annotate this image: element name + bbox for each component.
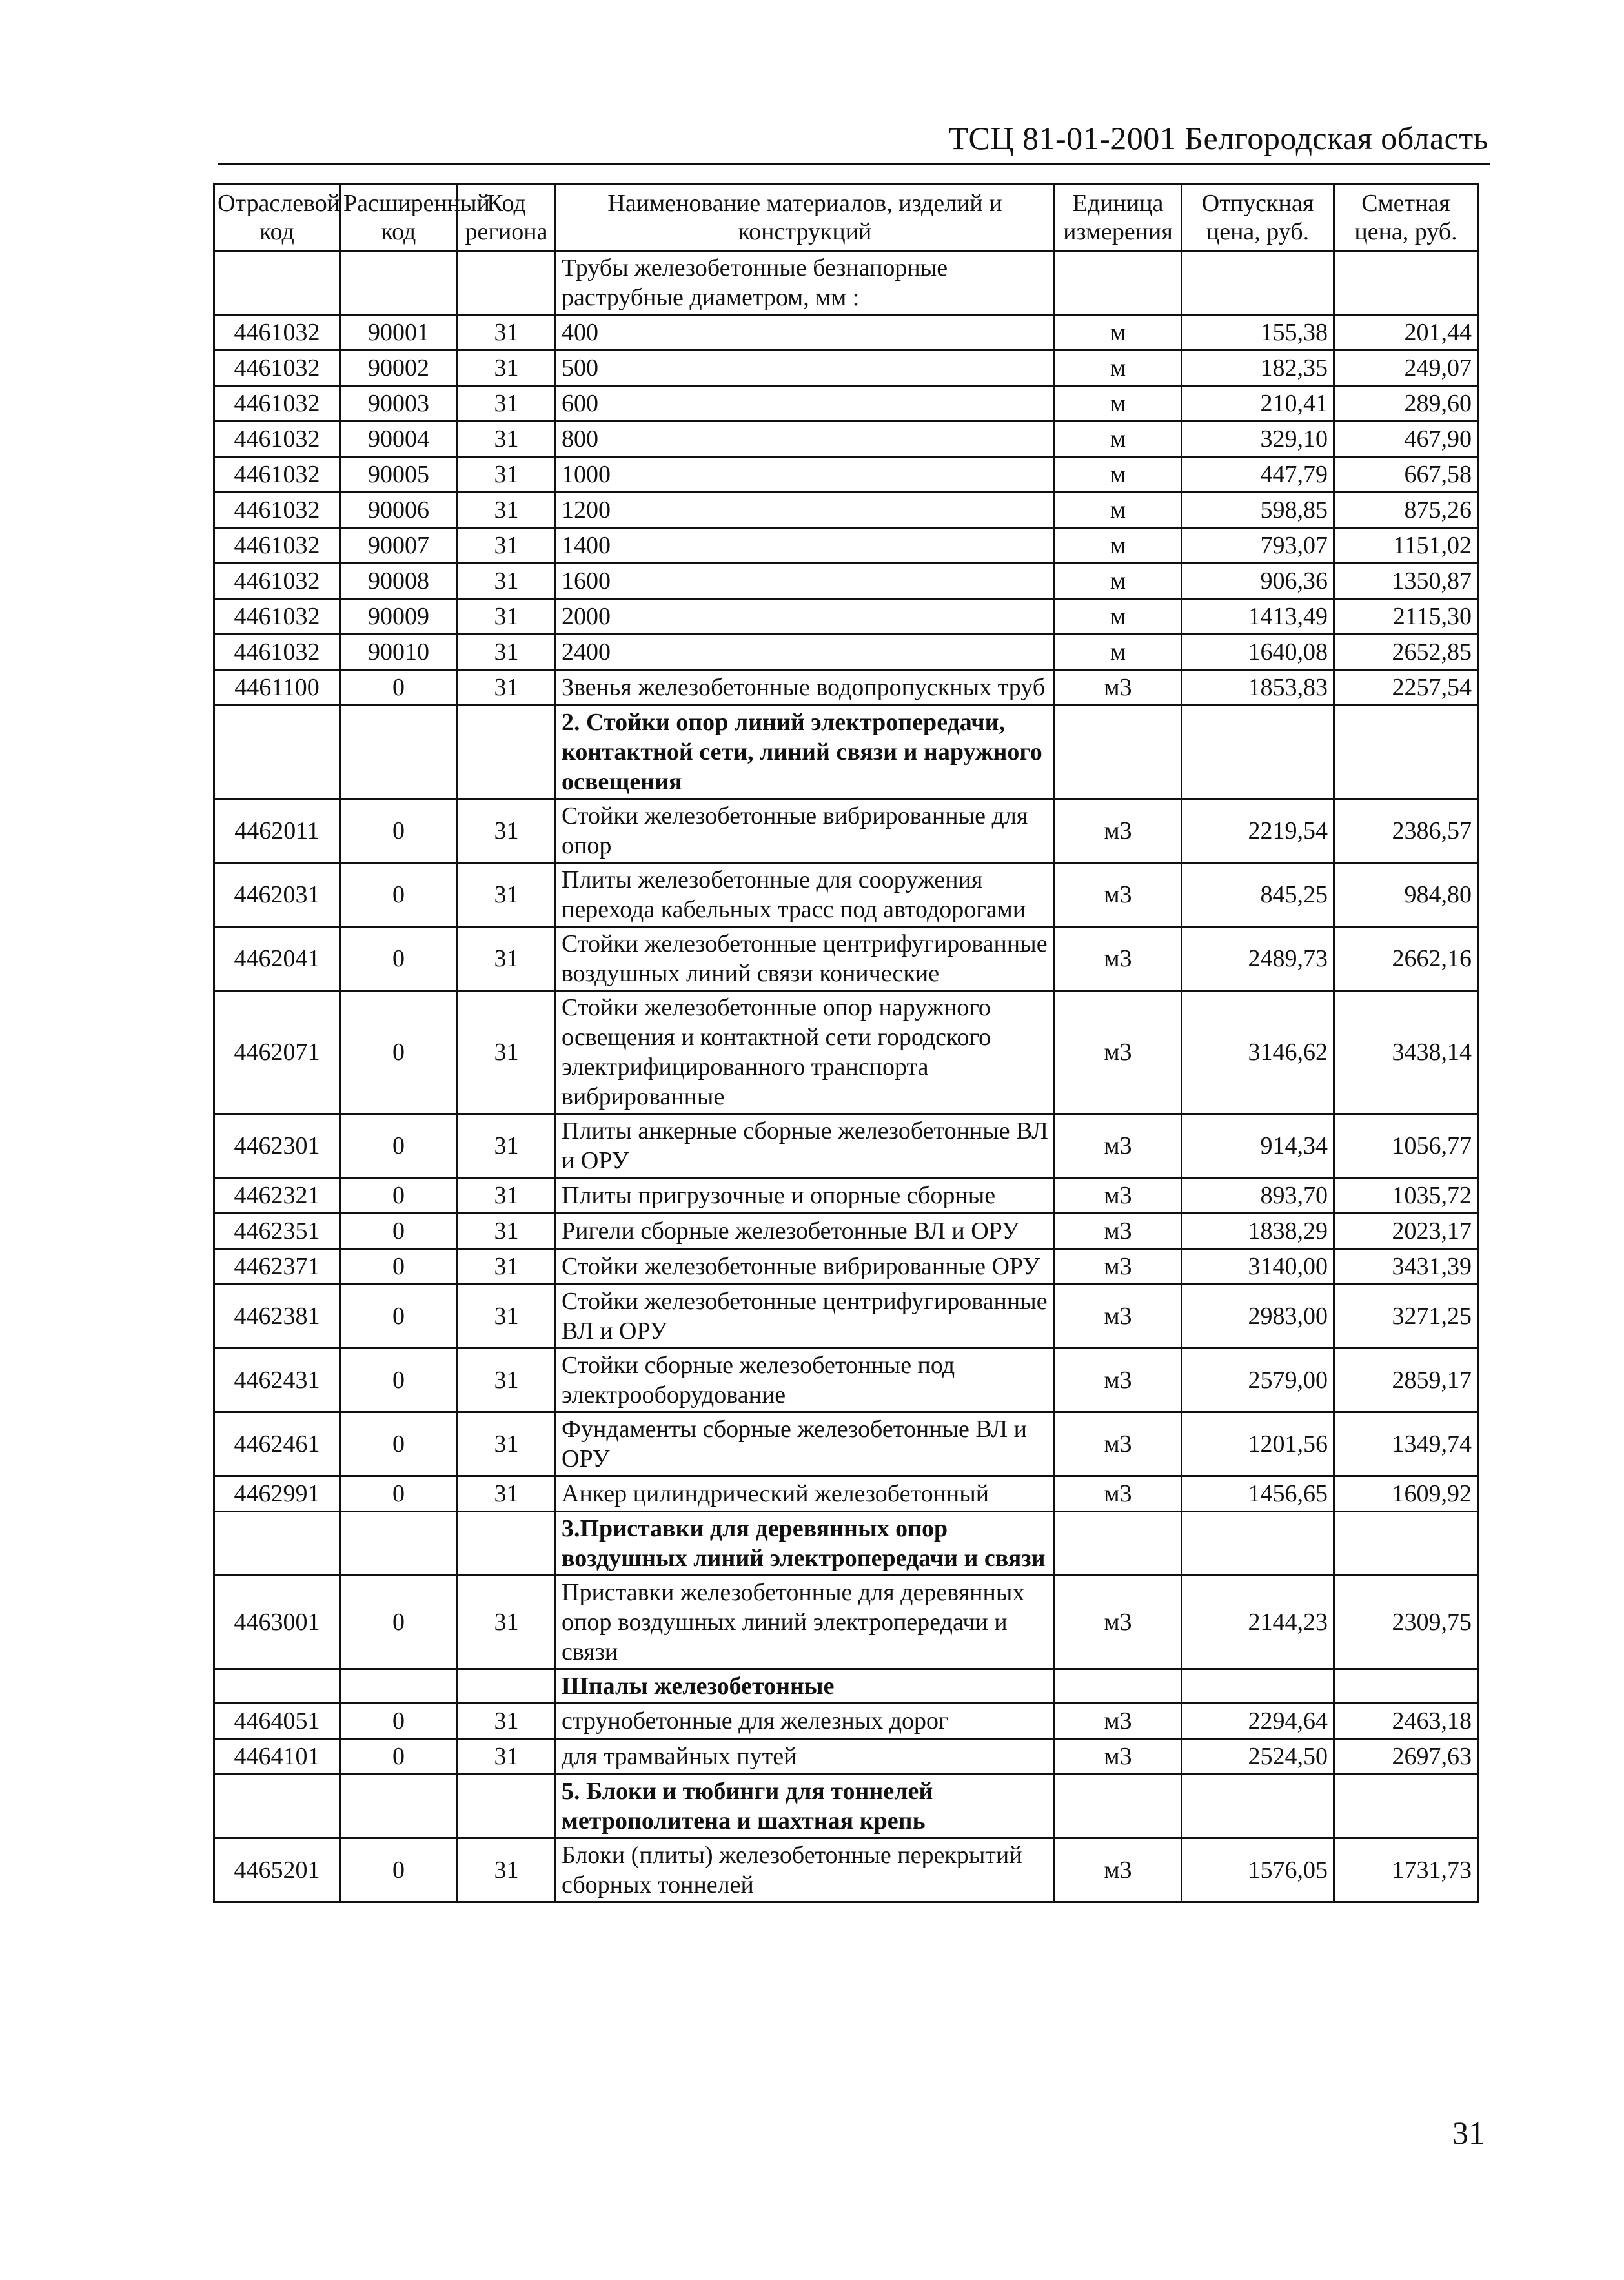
sector-code-cell: 4462371 xyxy=(214,1249,340,1285)
sector-code-cell: 4462381 xyxy=(214,1285,340,1349)
estimate-price-cell: 2309,75 xyxy=(1334,1576,1478,1669)
release-price-cell: 598,85 xyxy=(1182,493,1334,528)
price-table xyxy=(213,183,1479,1903)
material-name-cell: Стойки сборные железобетонные под электрооборудование xyxy=(556,1349,1055,1412)
region-code-cell: 31 xyxy=(458,422,556,457)
region-code-cell: 31 xyxy=(458,599,556,635)
region-code-cell: 31 xyxy=(458,315,556,351)
table-row xyxy=(214,386,1478,422)
table-row xyxy=(214,1249,1478,1285)
region-code-cell: 31 xyxy=(458,1114,556,1178)
unit-cell: м3 xyxy=(1055,1114,1182,1178)
extended-code-cell: 90004 xyxy=(340,422,458,457)
extended-code-cell: 0 xyxy=(340,1739,458,1775)
region-code-cell xyxy=(458,1775,556,1838)
release-price-cell: 793,07 xyxy=(1182,528,1334,564)
table-row xyxy=(214,1412,1478,1476)
table-row xyxy=(214,863,1478,927)
material-name-cell: Плиты анкерные сборные железобетонные ВЛ и ОРУ xyxy=(556,1114,1055,1178)
estimate-price-cell: 467,90 xyxy=(1334,422,1478,457)
material-name-cell: 400 xyxy=(556,315,1055,351)
section-row xyxy=(214,1775,1478,1838)
unit-cell: м3 xyxy=(1055,927,1182,991)
estimate-price-cell: 2386,57 xyxy=(1334,799,1478,863)
material-name-cell: 1600 xyxy=(556,564,1055,599)
unit-cell xyxy=(1055,706,1182,799)
unit-cell: м3 xyxy=(1055,1178,1182,1214)
sector-code-cell: 4462991 xyxy=(214,1476,340,1512)
extended-code-cell: 0 xyxy=(340,1114,458,1178)
region-code-cell: 31 xyxy=(458,564,556,599)
sector-code-cell: 4461032 xyxy=(214,564,340,599)
table-row xyxy=(214,315,1478,351)
sector-code-cell: 4461032 xyxy=(214,351,340,386)
release-price-cell xyxy=(1182,706,1334,799)
release-price-cell: 2489,73 xyxy=(1182,927,1334,991)
region-code-cell: 31 xyxy=(458,1178,556,1214)
unit-cell: м3 xyxy=(1055,1412,1182,1476)
sector-code-cell: 4461032 xyxy=(214,422,340,457)
estimate-price-cell xyxy=(1334,1775,1478,1838)
unit-cell: м3 xyxy=(1055,1249,1182,1285)
table-row xyxy=(214,599,1478,635)
unit-cell: м3 xyxy=(1055,1704,1182,1739)
unit-cell: м xyxy=(1055,528,1182,564)
release-price-cell: 2524,50 xyxy=(1182,1739,1334,1775)
section-title-cell: Шпалы железобетонные xyxy=(556,1669,1055,1704)
region-code-cell: 31 xyxy=(458,1349,556,1412)
release-price-cell: 210,41 xyxy=(1182,386,1334,422)
release-price-cell: 329,10 xyxy=(1182,422,1334,457)
estimate-price-cell xyxy=(1334,1512,1478,1576)
sector-code-cell: 4464101 xyxy=(214,1739,340,1775)
material-name-cell: Анкер цилиндрический железобетонный xyxy=(556,1476,1055,1512)
sector-code-cell: 4461032 xyxy=(214,493,340,528)
table-row xyxy=(214,1576,1478,1669)
estimate-price-cell: 2115,30 xyxy=(1334,599,1478,635)
unit-cell: м xyxy=(1055,493,1182,528)
estimate-price-cell: 3271,25 xyxy=(1334,1285,1478,1349)
release-price-cell xyxy=(1182,1512,1334,1576)
material-name-cell: Стойки железобетонные опор наружного освещения и контактной сети городского электрифицированного транспорта вибрированные xyxy=(556,991,1055,1114)
material-name-cell: 2400 xyxy=(556,635,1055,670)
unit-cell: м3 xyxy=(1055,670,1182,706)
release-price-cell: 1201,56 xyxy=(1182,1412,1334,1476)
region-code-cell xyxy=(458,706,556,799)
sector-code-cell: 4465201 xyxy=(214,1838,340,1902)
region-code-cell: 31 xyxy=(458,493,556,528)
unit-cell: м3 xyxy=(1055,1214,1182,1249)
release-price-cell xyxy=(1182,251,1334,315)
unit-cell: м xyxy=(1055,599,1182,635)
region-code-cell: 31 xyxy=(458,863,556,927)
extended-code-cell: 0 xyxy=(340,1412,458,1476)
section-title-cell: 2. Стойки опор линий электропередачи, контактной сети, линий связи и наружного освещения xyxy=(556,706,1055,799)
estimate-price-cell: 2662,16 xyxy=(1334,927,1478,991)
region-code-cell: 31 xyxy=(458,528,556,564)
unit-cell: м xyxy=(1055,564,1182,599)
extended-code-cell: 0 xyxy=(340,1285,458,1349)
release-price-cell: 2219,54 xyxy=(1182,799,1334,863)
section-row xyxy=(214,706,1478,799)
table-row xyxy=(214,1704,1478,1739)
unit-cell: м3 xyxy=(1055,991,1182,1114)
table-row xyxy=(214,1285,1478,1349)
estimate-price-cell: 2023,17 xyxy=(1334,1214,1478,1249)
unit-cell xyxy=(1055,1775,1182,1838)
estimate-price-cell: 289,60 xyxy=(1334,386,1478,422)
table-row xyxy=(214,1214,1478,1249)
page-number: 31 xyxy=(1452,2115,1485,2151)
sector-code-cell: 4462351 xyxy=(214,1214,340,1249)
extended-code-cell: 0 xyxy=(340,799,458,863)
table-row xyxy=(214,1114,1478,1178)
release-price-cell: 447,79 xyxy=(1182,457,1334,493)
release-price-cell: 1853,83 xyxy=(1182,670,1334,706)
region-code-cell: 31 xyxy=(458,1285,556,1349)
extended-code-cell: 90008 xyxy=(340,564,458,599)
material-name-cell: 2000 xyxy=(556,599,1055,635)
estimate-price-cell: 1609,92 xyxy=(1334,1476,1478,1512)
region-code-cell xyxy=(458,1512,556,1576)
extended-code-cell: 90002 xyxy=(340,351,458,386)
material-name-cell: Блоки (плиты) железобетонные перекрытий сборных тоннелей xyxy=(556,1838,1055,1902)
release-price-cell: 1576,05 xyxy=(1182,1838,1334,1902)
material-name-cell: Звенья железобетонные водопропускных труб xyxy=(556,670,1055,706)
material-name-cell: 600 xyxy=(556,386,1055,422)
material-name-cell: струнобетонные для железных дорог xyxy=(556,1704,1055,1739)
sector-code-cell: 4461032 xyxy=(214,457,340,493)
release-price-cell: 2579,00 xyxy=(1182,1349,1334,1412)
extended-code-cell xyxy=(340,1669,458,1704)
estimate-price-cell: 3431,39 xyxy=(1334,1249,1478,1285)
sector-code-cell: 4461032 xyxy=(214,599,340,635)
column-header-name: Наименование материалов, изделий и конструкций xyxy=(556,185,1055,251)
material-name-cell: для трамвайных путей xyxy=(556,1739,1055,1775)
material-name-cell: 1400 xyxy=(556,528,1055,564)
table-row xyxy=(214,1838,1478,1902)
sector-code-cell: 4461032 xyxy=(214,528,340,564)
material-name-cell: Плиты железобетонные для сооружения перехода кабельных трасс под автодорогами xyxy=(556,863,1055,927)
extended-code-cell: 0 xyxy=(340,1214,458,1249)
sector-code-cell xyxy=(214,1775,340,1838)
material-name-cell: 800 xyxy=(556,422,1055,457)
material-name-cell: 500 xyxy=(556,351,1055,386)
region-code-cell: 31 xyxy=(458,1214,556,1249)
material-name-cell: 1200 xyxy=(556,493,1055,528)
estimate-price-cell: 2859,17 xyxy=(1334,1349,1478,1412)
material-name-cell: Плиты пригрузочные и опорные сборные xyxy=(556,1178,1055,1214)
unit-cell: м3 xyxy=(1055,1576,1182,1669)
region-code-cell xyxy=(458,1669,556,1704)
estimate-price-cell: 2652,85 xyxy=(1334,635,1478,670)
unit-cell: м3 xyxy=(1055,863,1182,927)
column-header-extended-code: Расширенный код xyxy=(340,185,458,251)
release-price-cell: 1640,08 xyxy=(1182,635,1334,670)
extended-code-cell: 0 xyxy=(340,991,458,1114)
release-price-cell: 2144,23 xyxy=(1182,1576,1334,1669)
extended-code-cell: 90001 xyxy=(340,315,458,351)
extended-code-cell: 0 xyxy=(340,670,458,706)
extended-code-cell: 0 xyxy=(340,1178,458,1214)
extended-code-cell: 0 xyxy=(340,1704,458,1739)
extended-code-cell: 0 xyxy=(340,1249,458,1285)
estimate-price-cell: 1056,77 xyxy=(1334,1114,1478,1178)
release-price-cell: 893,70 xyxy=(1182,1178,1334,1214)
estimate-price-cell xyxy=(1334,1669,1478,1704)
unit-cell: м3 xyxy=(1055,1476,1182,1512)
region-code-cell: 31 xyxy=(458,1704,556,1739)
release-price-cell: 906,36 xyxy=(1182,564,1334,599)
table-row xyxy=(214,799,1478,863)
region-code-cell: 31 xyxy=(458,1476,556,1512)
section-row xyxy=(214,1669,1478,1704)
table-row xyxy=(214,351,1478,386)
extended-code-cell: 90003 xyxy=(340,386,458,422)
extended-code-cell xyxy=(340,1512,458,1576)
material-name-cell: Фундаменты сборные железобетонные ВЛ и ОРУ xyxy=(556,1412,1055,1476)
unit-cell: м3 xyxy=(1055,1285,1182,1349)
sector-code-cell: 4462321 xyxy=(214,1178,340,1214)
sector-code-cell: 4461100 xyxy=(214,670,340,706)
unit-cell: м3 xyxy=(1055,1838,1182,1902)
estimate-price-cell: 1151,02 xyxy=(1334,528,1478,564)
unit-cell xyxy=(1055,1512,1182,1576)
material-name-cell: 1000 xyxy=(556,457,1055,493)
table-row xyxy=(214,564,1478,599)
estimate-price-cell: 1350,87 xyxy=(1334,564,1478,599)
extended-code-cell: 0 xyxy=(340,863,458,927)
sector-code-cell: 4462301 xyxy=(214,1114,340,1178)
sector-code-cell: 4462431 xyxy=(214,1349,340,1412)
release-price-cell: 2294,64 xyxy=(1182,1704,1334,1739)
extended-code-cell: 0 xyxy=(340,1838,458,1902)
release-price-cell: 1413,49 xyxy=(1182,599,1334,635)
extended-code-cell: 90009 xyxy=(340,599,458,635)
table-row xyxy=(214,1739,1478,1775)
extended-code-cell: 90006 xyxy=(340,493,458,528)
estimate-price-cell xyxy=(1334,706,1478,799)
extended-code-cell xyxy=(340,251,458,315)
extended-code-cell: 90007 xyxy=(340,528,458,564)
estimate-price-cell: 2257,54 xyxy=(1334,670,1478,706)
unit-cell: м xyxy=(1055,315,1182,351)
unit-cell: м xyxy=(1055,635,1182,670)
estimate-price-cell: 2463,18 xyxy=(1334,1704,1478,1739)
estimate-price-cell: 201,44 xyxy=(1334,315,1478,351)
table-row xyxy=(214,457,1478,493)
region-code-cell: 31 xyxy=(458,991,556,1114)
extended-code-cell: 0 xyxy=(340,927,458,991)
release-price-cell: 182,35 xyxy=(1182,351,1334,386)
extended-code-cell xyxy=(340,706,458,799)
estimate-price-cell xyxy=(1334,251,1478,315)
estimate-price-cell: 249,07 xyxy=(1334,351,1478,386)
estimate-price-cell: 2697,63 xyxy=(1334,1739,1478,1775)
unit-cell: м3 xyxy=(1055,799,1182,863)
release-price-cell xyxy=(1182,1669,1334,1704)
region-code-cell: 31 xyxy=(458,635,556,670)
unit-cell: м xyxy=(1055,457,1182,493)
column-header-region-code: Код региона xyxy=(458,185,556,251)
region-code-cell: 31 xyxy=(458,1412,556,1476)
extended-code-cell: 0 xyxy=(340,1476,458,1512)
unit-cell xyxy=(1055,251,1182,315)
sector-code-cell xyxy=(214,706,340,799)
unit-cell: м3 xyxy=(1055,1349,1182,1412)
table-row xyxy=(214,1349,1478,1412)
sector-code-cell xyxy=(214,1669,340,1704)
estimate-price-cell: 667,58 xyxy=(1334,457,1478,493)
release-price-cell: 2983,00 xyxy=(1182,1285,1334,1349)
table-row xyxy=(214,1476,1478,1512)
region-code-cell: 31 xyxy=(458,351,556,386)
sector-code-cell xyxy=(214,1512,340,1576)
region-code-cell: 31 xyxy=(458,1739,556,1775)
region-code-cell xyxy=(458,251,556,315)
sector-code-cell: 4462071 xyxy=(214,991,340,1114)
release-price-cell: 914,34 xyxy=(1182,1114,1334,1178)
column-header-sector-code: Отраслевой код xyxy=(214,185,340,251)
region-code-cell: 31 xyxy=(458,457,556,493)
column-header-release-price: Отпускная цена, руб. xyxy=(1182,185,1334,251)
extended-code-cell: 90010 xyxy=(340,635,458,670)
sector-code-cell: 4461032 xyxy=(214,315,340,351)
release-price-cell: 3146,62 xyxy=(1182,991,1334,1114)
region-code-cell: 31 xyxy=(458,386,556,422)
release-price-cell: 155,38 xyxy=(1182,315,1334,351)
estimate-price-cell: 3438,14 xyxy=(1334,991,1478,1114)
table-row xyxy=(214,927,1478,991)
estimate-price-cell: 1731,73 xyxy=(1334,1838,1478,1902)
sector-code-cell: 4461032 xyxy=(214,635,340,670)
sector-code-cell: 4462461 xyxy=(214,1412,340,1476)
estimate-price-cell: 1035,72 xyxy=(1334,1178,1478,1214)
table-row xyxy=(214,635,1478,670)
unit-cell: м xyxy=(1055,351,1182,386)
table-row xyxy=(214,493,1478,528)
unit-cell xyxy=(1055,1669,1182,1704)
sector-code-cell: 4461032 xyxy=(214,386,340,422)
table-header-row xyxy=(214,185,1478,251)
unit-cell: м xyxy=(1055,422,1182,457)
estimate-price-cell: 1349,74 xyxy=(1334,1412,1478,1476)
section-row xyxy=(214,251,1478,315)
material-name-cell: Стойки железобетонные вибрированные для опор xyxy=(556,799,1055,863)
table-row xyxy=(214,528,1478,564)
section-row xyxy=(214,1512,1478,1576)
material-name-cell: Стойки железобетонные центрифугированные воздушных линий связи конические xyxy=(556,927,1055,991)
region-code-cell: 31 xyxy=(458,1249,556,1285)
material-name-cell: Стойки железобетонные вибрированные ОРУ xyxy=(556,1249,1055,1285)
extended-code-cell: 0 xyxy=(340,1349,458,1412)
release-price-cell: 3140,00 xyxy=(1182,1249,1334,1285)
material-name-cell: Ригели сборные железобетонные ВЛ и ОРУ xyxy=(556,1214,1055,1249)
table-body xyxy=(214,251,1478,1902)
sector-code-cell xyxy=(214,251,340,315)
column-header-estimate-price: Сметная цена, руб. xyxy=(1334,185,1478,251)
material-name-cell: Стойки железобетонные центрифугированные ВЛ и ОРУ xyxy=(556,1285,1055,1349)
document-header: ТСЦ 81-01-2001 Белгородская область xyxy=(948,120,1488,156)
release-price-cell: 1838,29 xyxy=(1182,1214,1334,1249)
estimate-price-cell: 875,26 xyxy=(1334,493,1478,528)
table-row xyxy=(214,422,1478,457)
release-price-cell xyxy=(1182,1775,1334,1838)
sector-code-cell: 4462041 xyxy=(214,927,340,991)
header-rule xyxy=(218,163,1490,165)
region-code-cell: 31 xyxy=(458,1838,556,1902)
column-header-unit: Единица измерения xyxy=(1055,185,1182,251)
table-row xyxy=(214,1178,1478,1214)
sector-code-cell: 4463001 xyxy=(214,1576,340,1669)
section-title-cell: 3.Приставки для деревянных опор воздушных линий электропередачи и связи xyxy=(556,1512,1055,1576)
region-code-cell: 31 xyxy=(458,1576,556,1669)
region-code-cell: 31 xyxy=(458,927,556,991)
sector-code-cell: 4462031 xyxy=(214,863,340,927)
sector-code-cell: 4464051 xyxy=(214,1704,340,1739)
extended-code-cell: 0 xyxy=(340,1576,458,1669)
table-row xyxy=(214,991,1478,1114)
region-code-cell: 31 xyxy=(458,670,556,706)
table-row xyxy=(214,670,1478,706)
release-price-cell: 845,25 xyxy=(1182,863,1334,927)
region-code-cell: 31 xyxy=(458,799,556,863)
section-title-cell: Трубы железобетонные безнапорные раструбные диаметром, мм : xyxy=(556,251,1055,315)
section-title-cell: 5. Блоки и тюбинги для тоннелей метрополитена и шахтная крепь xyxy=(556,1775,1055,1838)
unit-cell: м3 xyxy=(1055,1739,1182,1775)
estimate-price-cell: 984,80 xyxy=(1334,863,1478,927)
material-name-cell: Приставки железобетонные для деревянных опор воздушных линий электропередачи и связи xyxy=(556,1576,1055,1669)
extended-code-cell: 90005 xyxy=(340,457,458,493)
unit-cell: м xyxy=(1055,386,1182,422)
extended-code-cell xyxy=(340,1775,458,1838)
release-price-cell: 1456,65 xyxy=(1182,1476,1334,1512)
sector-code-cell: 4462011 xyxy=(214,799,340,863)
